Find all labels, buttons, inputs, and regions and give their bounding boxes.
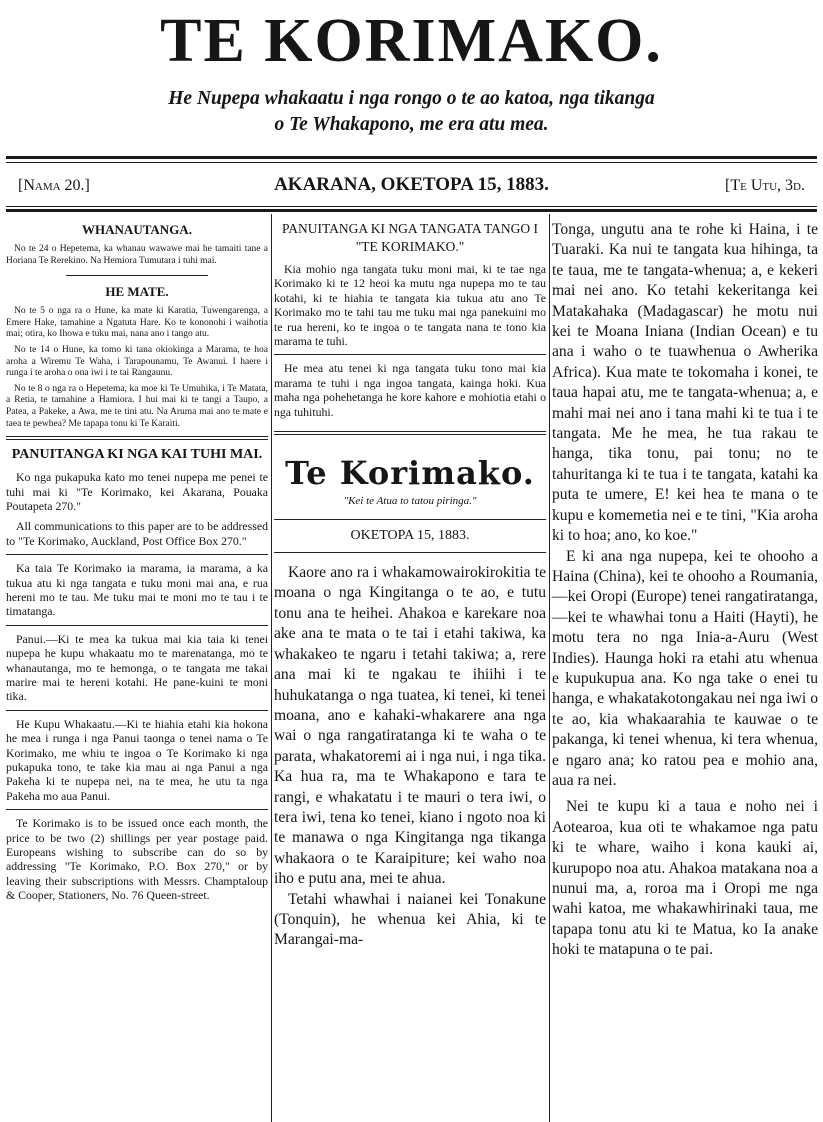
whanautanga-heading: WHANAUTANGA. [82, 222, 192, 237]
subtitle-line-1: He Nupepa whakaatu i nga rongo o te ao katoa, nga tikanga [168, 88, 655, 109]
column-3 [552, 220, 818, 961]
panuitanga-paragraph-2: All communications to this paper are to be addressed to "Te Korimako, Auckland, Post Office Box 270." [6, 519, 268, 548]
section-divider [66, 275, 208, 276]
section-divider [274, 519, 546, 520]
editorial-continued-paragraph-3: Nei te kupu ki a taua e noho nei i Aotearoa, kua oti te whakamoe nga patu ki te whare, waiho i kona kauki ai, kurupopo noa atu. Ahakoa matakana noa a nunui ma, a, roroa ma i Oropi me nga wahi katoa, me whakawhirinaki taua, me tapapa tonu atu ki te Matua, ko Ia anake hoki te matapuna o te pai. [552, 798, 818, 959]
section-divider [274, 354, 546, 355]
section-divider [274, 552, 546, 553]
section-divider-double [274, 431, 546, 435]
editorial-continued-paragraph-2: E ki ana nga nupepa, kei te ohooho a Haina (China), kei te ohooho a Roumania,—kei Oropi (Europe) tenei rangatiratanga,—kei te whawhai tonu a Haiti (Hayti), he motu tera no nga Inia-a-Auru (West Indies). Haunga hoki ra etahi atu whenua e kupukupua ana. Ko nga take o enei tu hanga, e whakatakotongakau nei nga iwi o te ao, kia whakaarahia te kauwae o te pakanga, ki tenei whenua, ki tera whenua, e ngaro ana; ko ratou pea e mohio ana, aua ra nei. [552, 547, 818, 789]
mate-heading: HE MATE. [105, 284, 169, 300]
dateline [0, 174, 823, 204]
issue-date: AKARANA, OKETOPA 15, 1883. [274, 174, 549, 195]
mate-paragraph-2: No te 14 o Hune, ka tomo ki tana okiokinga a Marama, te hoa aroha a Wiremu Te Waha, i Tarapounamu, Te Awanui. I haere i runga i te aroha o ona iwi i te tai Rangaunu. [6, 344, 268, 379]
panuitanga-paragraph-1: Ko nga pukapuka kato mo tenei nupepa me penei te tuhi mai ki "Te Korimako, kei Akarana, Pouaka Poutapeta 270." [6, 470, 268, 513]
issue-price: [Te Utu, 3d. [725, 177, 805, 194]
section-divider [6, 625, 268, 626]
whanautanga-text: No te 24 o Hepetema, ka whanau wawawe mai he tamaiti tane a Horiana Te Rerekino. Na Hemiora Tumutara i tuhi mai. [6, 244, 268, 266]
editorial-masthead: Te Korimako. [285, 454, 535, 493]
editorial-paragraph-2: Tetahi whawhai i naianei kei Tonakune (Tonquin), he whenua kei Ahia, ki te Marangai-ma- [274, 890, 546, 949]
panui-tango-heading: PANUITANGA KI NGA TANGATA TANGO I "TE KORIMAKO." [281, 221, 539, 254]
column-divider-1 [271, 214, 272, 1122]
taia-paragraph: Ka taia Te Korimako ia marama, ia marama, a ka tukua atu ki nga tangata e tuku moni mai ana, e rua hereni mo te tau. Me tuku mai te moni mo te tau i te timatanga. [6, 561, 268, 619]
editorial-paragraph-1: Kaore ano ra i whakamowairokirokitia te moana o nga Kingitanga o te ao, e tutu tonu ana te heihei. Ahakoa e karekare noa ake ana te mata o te tai i etahi takiwa, ka whakakeo te ngaru i tetahi takiwa; a, rere ana mai ki te ngakau te ihiihi i te huhukatanga o nga tuatea, ki tenei, ki tenei moana, ano e kahaki-whakarere ana nga wai o nga rangatiratanga ki te waha o te parata, whakatoremi ai i nga nui, i nga tika. Ka hua ra, ma te Whakapono e tara te rangi, e whakatatu i te mauri o tera iwi, o tera iwi, tena ko tenei, kiano i ngoto noa ki te manawa o nga Kingitanga nga tikanga whakaora o te Karaipiture; kei waho noa iho e putu ana, mei te ahua. [274, 564, 546, 888]
subtitle-line-2: o Te Whakapono, me era atu mea. [274, 114, 549, 135]
panui-paragraph: Panui.—Ki te mea ka tukua mai kia taia ki tenei nupepa he kupu whakaatu mo te marenatanga, mo te whanautanga, mo te hemonga, o te tangata me takai marire mai te hereni kotahi. He pane-kuini te moni tika. [6, 631, 268, 704]
masthead-rule-thin [6, 162, 817, 163]
mate-paragraph-3: No te 8 o nga ra o Hepetema, ka moe ki Te Umuhika, i Te Matata, a Retia, te tamahine a Hamiora. I hui mai ki te tangi a Taupo, a Patea, a Pakeke, a Awa, me te tini atu. Na Aruma mai ano te mate e taea te pewhea? Me tapapa tonu ki Te Karaiti. [6, 383, 268, 429]
section-divider-double [6, 436, 268, 440]
masthead [0, 0, 823, 170]
editorial-continued-paragraph-1: Tonga, ungutu ana te rohe ki Haina, i te Tuaraki. Ka nui te tangata kua hihinga, ta te taua, me te tangata-whenua; a, e kekeri mai nei ano. Ko tetahi kekeritanga kei Matakahaka (Madagascar) he motu nui kei te Moana Iniana (Indian Ocean) e tu ana i waho o te tuawhenua o Awherika Africa). Kua mate te tokomaha i konei, te taua hapai atu, me te tangata-whenua; a, e mahi mai nei ano i tana mahi ki te tua i te tangata. Me he mea, he tua rakau te hanga, tika tonu, pai tonu; no te tahuritanga ki te tua i te tangata, katahi ka puta te umere, E! kei hea te mana o te kupu e komemetia nei e te tini, "Kia aroha ki to hoa; ano, ko koe." [552, 221, 818, 545]
column-divider-2 [549, 214, 550, 1122]
mate-paragraph-1: No te 5 o nga ra o Hune, ka mate ki Karatia, Tuwengarenga, a Emere Hake, tamahine a Ngatuta Hare. Ko te kononohi i waihotia mai; otira, ko Ihowa e tuku mai, nana ano i tango atu. [6, 306, 268, 340]
section-divider [6, 710, 268, 711]
editorial-motto: "Kei te Atua to tatou piringa." [343, 495, 477, 508]
column-2 [274, 220, 546, 951]
dateline-rule-thin [6, 206, 817, 207]
panui-tango-paragraph-1: Kia mohio nga tangata tuku moni mai, ki te tae nga Korimako ki te 12 heoi ka mutu nga nupepa mo te tau kotahi, ki te hiahia te tangata kia tukua atu ano Te Korimako mo te tahi tau me tuku mai nga panekuini mo te rua hereni, ko te ingoa o te tangata nana te tono kia marama te tuhi. [274, 262, 546, 349]
panuitanga-heading: PANUITANGA KI NGA KAI TUHI MAI. [11, 447, 263, 463]
dateline-rule-thick [6, 209, 817, 212]
newspaper-subtitle [40, 86, 783, 138]
section-divider [6, 554, 268, 555]
english-notice-paragraph: Te Korimako is to be issued once each month, the price to be two (2) shillings per year postage paid. Europeans wishing to subscribe can do so by addressing "Te Korimako, P.O. Box 270," or by leaving their subscriptions with Messrs. Champtaloup & Cooper, Stationers, No. 76 Queen-street. [6, 816, 268, 903]
newspaper-title: TE KORIMAKO. [160, 7, 663, 75]
kupu-whakaatu-paragraph: He Kupu Whakaatu.—Ki te hiahia etahi kia hokona he mea i runga i nga Panui taonga o tenei nama o Te Korimako, me whiu te ingoa o Te Korimako ki nga pukapuka tono, te take kia mau ai nga Panui a nga Pakeha ki te nupepa nei, na te mea, he utu ta nga Pakeha mo aua Panui. [6, 716, 268, 803]
issue-number: [Nama 20.] [18, 177, 90, 194]
masthead-rule-thick [6, 156, 817, 159]
column-1 [6, 220, 268, 903]
section-divider [6, 809, 268, 810]
panui-tango-paragraph-2: He mea atu tenei ki nga tangata tuku tono mai kia marama te tuhi i nga ingoa tangata, kainga hoki. Kua maha nga pohehetanga he kore kahore e mohiotia etahi o nga tuhituhi. [274, 361, 546, 419]
editorial-date: OKETOPA 15, 1883. [350, 528, 470, 544]
